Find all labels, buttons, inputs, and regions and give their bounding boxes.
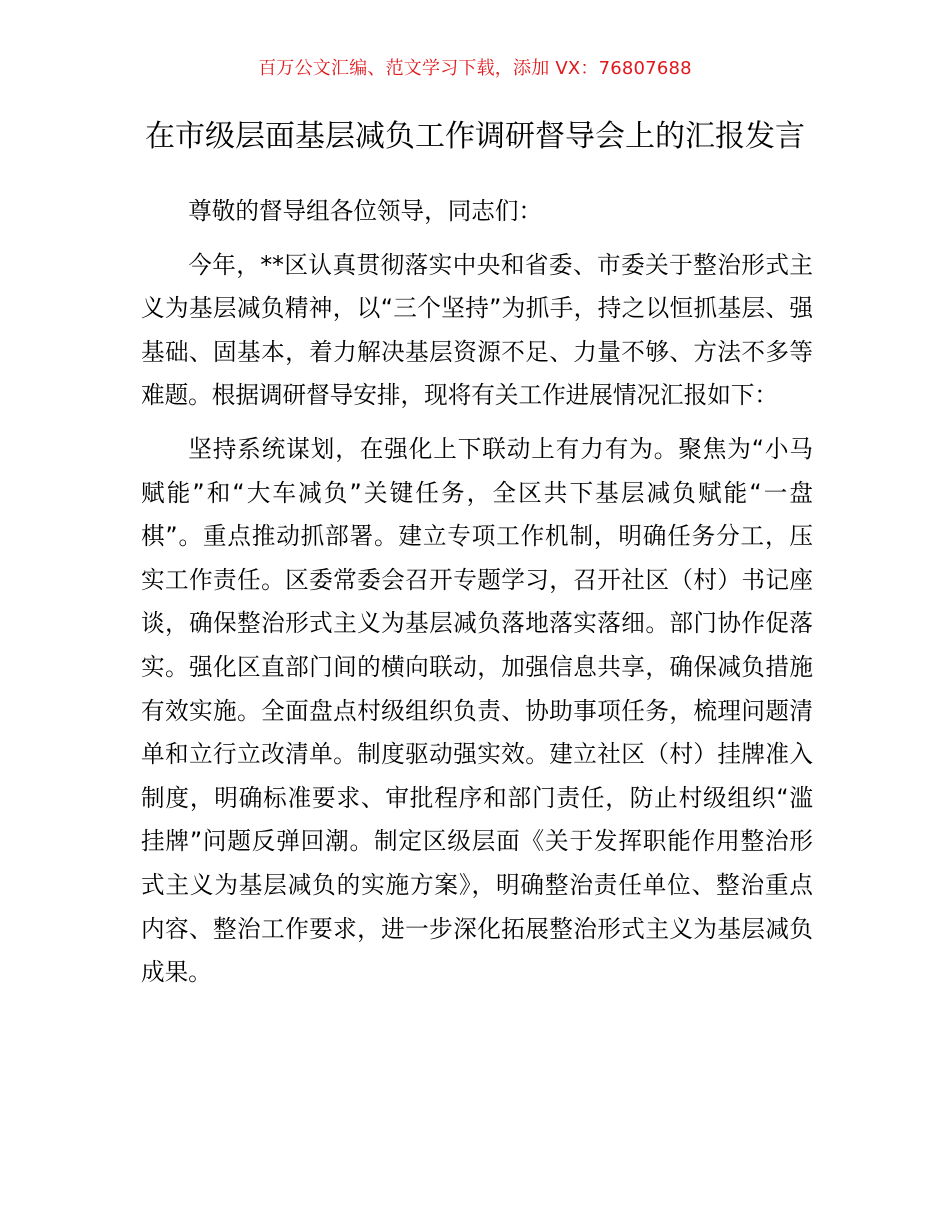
document-title: 在市级层面基层减负工作调研督导会上的汇报发言 [145, 119, 805, 154]
document-body [141, 190, 813, 995]
body-paragraph: 坚持系统谋划，在强化上下联动上有力有为。聚焦为“小马赋能”和“大车减负”关键任务，全区共下基层减负赋能“一盘棋”。重点推动抓部署。建立专项工作机制，明确任务分工，压实工作责任。区委常委会召开专题学习，召开社区（村）书记座谈，确保整治形式主义为基层减负落地落实落细。部门协作促落实。强化区直部门间的横向联动，加强信息共享，确保减负措施有效实施。全面盘点村级组织负责、协助事项任务，梳理问题清单和立行立改清单。制度驱动强实效。建立社区（村）挂牌准入制度，明确标准要求、审批程序和部门责任，防止村级组织“滥挂牌”问题反弹回潮。制定区级层面《关于发挥职能作用整治形式主义为基层减负的实施方案》，明确整治责任单位、整治重点内容、整治工作要求，进一步深化拓展整治形式主义为基层减负成果。 [141, 434, 813, 987]
intro-paragraph: 今年，**区认真贯彻落实中央和省委、市委关于整治形式主义为基层减负精神，以“三个坚持”为抓手，持之以恒抓基层、强基础、固基本，着力解决基层资源不足、力量不够、方法不多等难题。根据调研督导安排，现将有关工作进展情况汇报如下： [141, 250, 813, 410]
salutation-paragraph: 尊敬的督导组各位领导，同志们： [188, 197, 543, 225]
watermark-header: 百万公文汇编、范文学习下载，添加 VX：76807688 [258, 58, 692, 79]
